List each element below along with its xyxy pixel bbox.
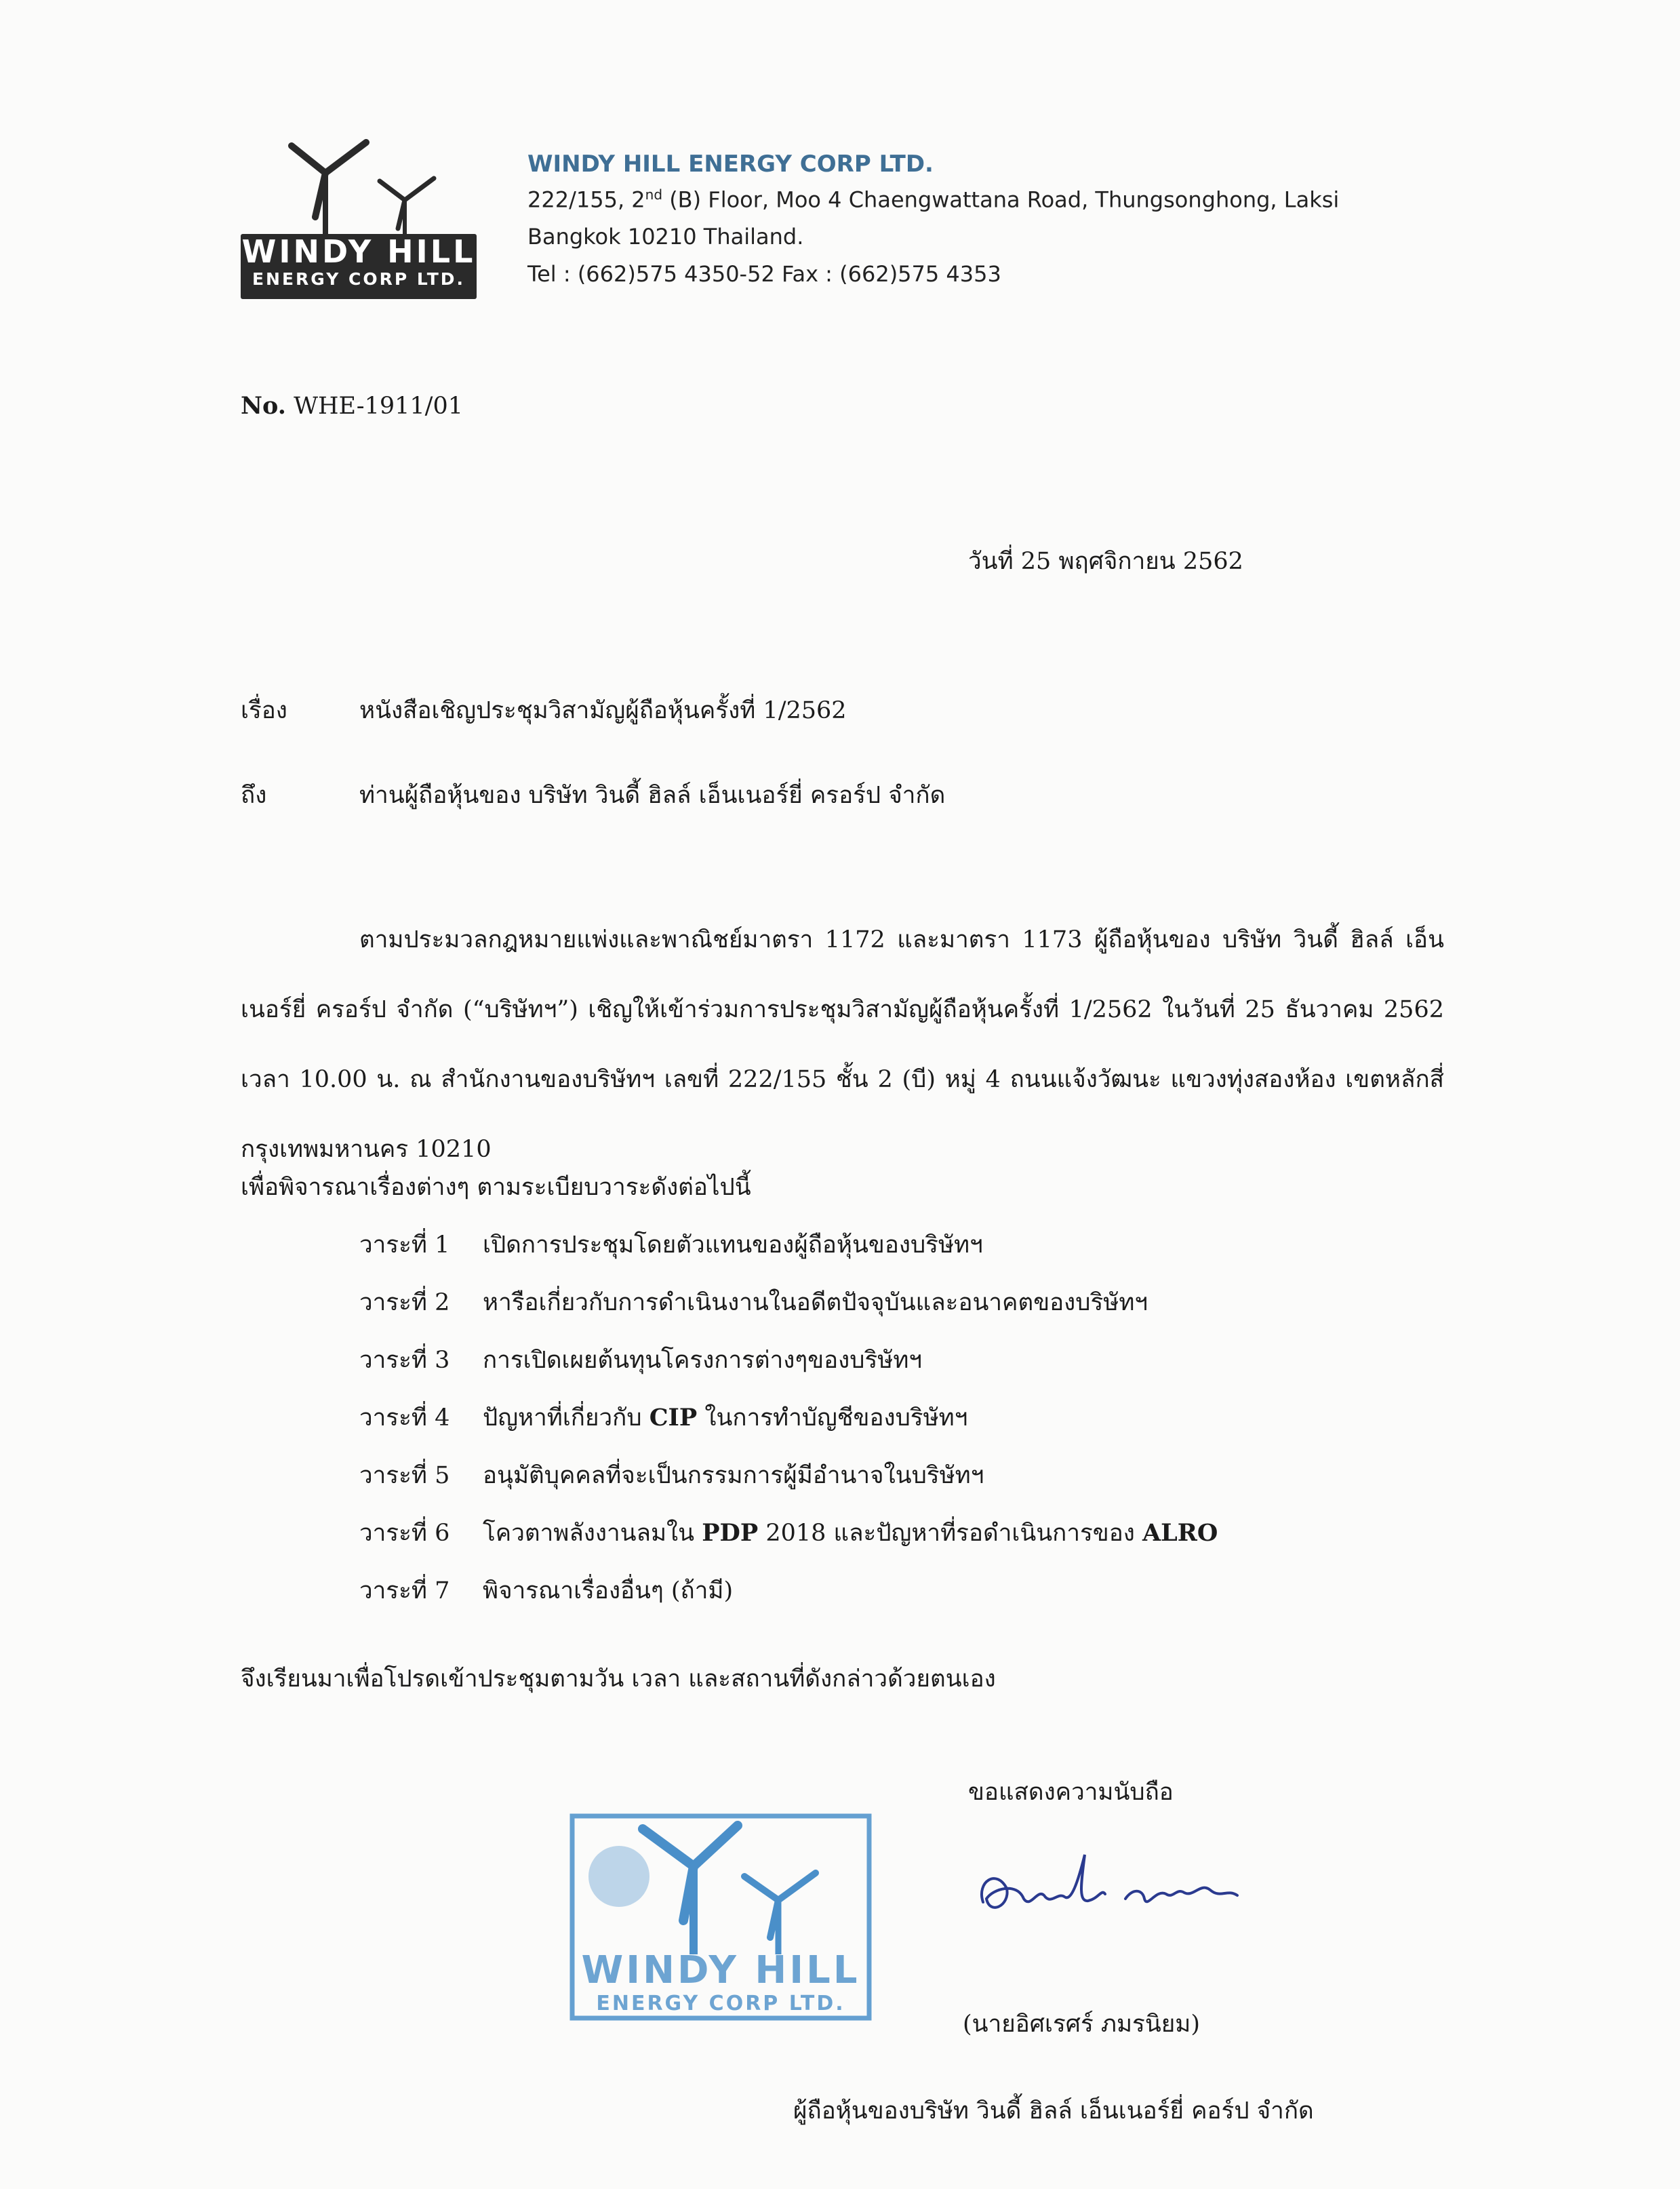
recipient-text: ท่านผู้ถือหุ้นของ บริษัท วินดี้ ฮิลล์ เอ็นเนอร์ยี่ ครอร์ป จำกัด <box>359 782 946 809</box>
svg-text:ENERGY CORP LTD.: ENERGY CORP LTD. <box>596 1992 845 2015</box>
svg-text:WINDY HILL: WINDY HILL <box>581 1948 860 1992</box>
agenda-number: วาระที่ 4 <box>359 1404 450 1432</box>
agenda-number: วาระที่ 3 <box>359 1347 450 1374</box>
company-name: WINDY HILL ENERGY CORP LTD. <box>527 151 934 178</box>
company-contact: Tel : (662)575 4350-52 Fax : (662)575 4353 <box>527 261 1001 287</box>
logo-line-1: WINDY HILL <box>241 233 476 270</box>
recipient-label: ถึง <box>241 782 267 809</box>
document-number: No. WHE-1911/01 <box>241 392 463 420</box>
agenda-number: วาระที่ 6 <box>359 1520 450 1547</box>
regards-text: ขอแสดงความนับถือ <box>968 1779 1174 1806</box>
agenda-number: วาระที่ 5 <box>359 1462 450 1489</box>
company-logo-text <box>241 234 477 299</box>
company-stamp <box>568 1812 873 2022</box>
company-address-line-2: Bangkok 10210 Thailand. <box>527 224 804 250</box>
logo-line-2: ENERGY CORP LTD. <box>252 269 466 289</box>
handwritten-signature <box>969 1841 1254 1943</box>
agenda-item: ปัญหาที่เกี่ยวกับ CIP ในการทำบัญชีของบริษัทฯ <box>483 1404 968 1432</box>
agenda-item: หารือเกี่ยวกับการดำเนินงานในอดีตปัจจุบันและอนาคตของบริษัทฯ <box>483 1289 1148 1316</box>
closing-sentence: จึงเรียนมาเพื่อโปรดเข้าประชุมตามวัน เวลา และสถานที่ดังกล่าวด้วยตนเอง <box>241 1665 996 1693</box>
agenda-item: เปิดการประชุมโดยตัวแทนของผู้ถือหุ้นของบริษัทฯ <box>483 1231 983 1259</box>
letter-date: วันที่ 25 พฤศจิกายน 2562 <box>968 548 1243 575</box>
agenda-item: โควตาพลังงานลมใน PDP 2018 และปัญหาที่รอดำเนินการของ ALRO <box>483 1519 1218 1547</box>
agenda-item: พิจารณาเรื่องอื่นๆ (ถ้ามี) <box>483 1577 734 1604</box>
signer-name: (นายอิศเรศร์ ภมรนิยม) <box>963 2011 1200 2038</box>
company-address-line-1: 222/155, 2nd (B) Floor, Moo 4 Chaengwattana Road, Thungsonghong, Laksi <box>527 186 1340 213</box>
agenda-number: วาระที่ 1 <box>359 1231 450 1259</box>
agenda-number: วาระที่ 7 <box>359 1577 450 1604</box>
agenda-number: วาระที่ 2 <box>359 1289 450 1316</box>
signer-title: ผู้ถือหุ้นของบริษัท วินดี้ ฮิลล์ เอ็นเนอร์ยี่ คอร์ป จำกัด <box>793 2097 1314 2125</box>
subject-text: หนังสือเชิญประชุมวิสามัญผู้ถือหุ้นครั้งที่ 1/2562 <box>359 697 847 724</box>
body-paragraph: ตามประมวลกฎหมายแพ่งและพาณิชย์มาตรา 1172 และมาตรา 1173 ผู้ถือหุ้นของ บริษัท วินดี้ ฮิลล์ เอ็นเนอร์ยี่ ครอร์ป จำกัด (“บริษัทฯ”) เชิญให้เข้าร่วมการประชุมวิสามัญผู้ถือหุ้นครั้งที่ 1/2562 ในวันที่ 25 ธันวาคม 2562 เวลา 10.00 น. ณ สำนักงานของบริษัทฯ เลขที่ 222/155 ชั้น 2 (บี) หมู่ 4 ถนนแจ้งวัฒนะ แขวงทุ่งสองห้อง เขตหลักสี่ กรุงเทพมหานคร 10210 <box>241 926 1444 1163</box>
agenda-item: อนุมัติบุคคลที่จะเป็นกรรมการผู้มีอำนาจในบริษัทฯ <box>483 1462 984 1489</box>
agenda-lead: เพื่อพิจารณาเรื่องต่างๆ ตามระเบียบวาระดังต่อไปนี้ <box>241 1174 751 1201</box>
agenda-item: การเปิดเผยต้นทุนโครงการต่างๆของบริษัทฯ <box>483 1347 923 1374</box>
subject-label: เรื่อง <box>241 697 287 724</box>
